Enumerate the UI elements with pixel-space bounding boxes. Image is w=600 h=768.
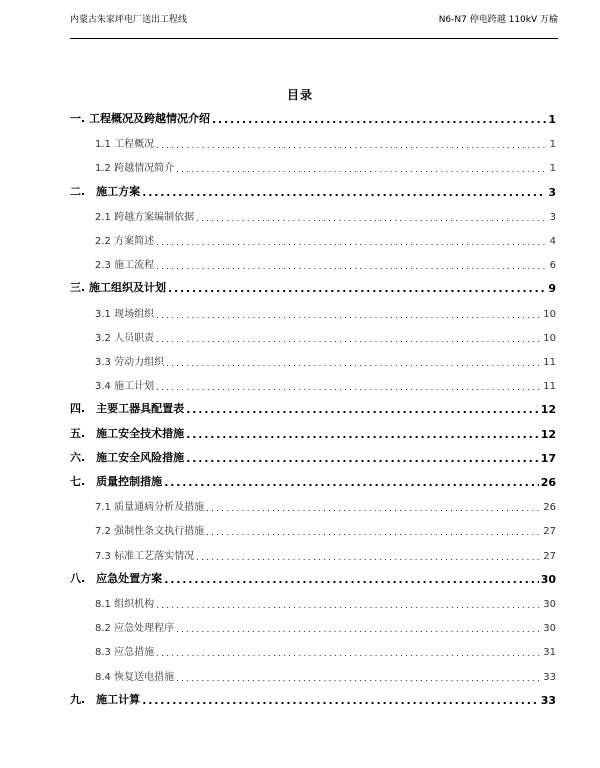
toc-entry-label: 3.1 现场组织 (95, 308, 155, 320)
toc-entry-label: 2.3 施工流程 (95, 260, 155, 272)
page-header (70, 12, 558, 39)
toc-entry[interactable] (70, 638, 556, 658)
toc-entry-label: 2.1 跨越方案编制依据 (95, 211, 195, 223)
toc-entry[interactable] (70, 469, 556, 489)
toc-entry-page-number: 1 (548, 113, 556, 126)
toc-entry[interactable] (70, 106, 556, 126)
toc-entry-page-number: 10 (543, 308, 556, 320)
toc-leader-dots (212, 113, 546, 126)
toc-entry-label: 八. 应急处置方案 (70, 571, 163, 585)
toc-entry-page-number: 33 (540, 693, 556, 707)
toc-entry[interactable] (70, 348, 556, 368)
toc-leader-dots (156, 335, 541, 344)
toc-entry-page-number: 17 (540, 451, 556, 465)
toc-entry[interactable] (70, 324, 556, 344)
toc-entry-page-number: 3 (548, 185, 556, 199)
toc-entry-label: 1.1 工程概况 (95, 139, 155, 151)
toc-entry-label: 7.1 质量通病分析及措施 (95, 502, 205, 514)
toc-leader-dots (206, 528, 541, 537)
toc-entry-label: 7.3 标准工艺落实情况 (95, 550, 195, 562)
toc-entry[interactable] (70, 275, 556, 295)
toc-entry-label: 五. 施工安全技术措施 (70, 426, 185, 440)
toc-title: 目录 (286, 88, 313, 102)
toc-entry-page-number: 1 (549, 163, 556, 175)
toc-entry-page-number: 30 (543, 599, 556, 610)
toc-entry[interactable] (70, 493, 556, 513)
toc-leader-dots (168, 282, 546, 295)
toc-entry-label: 7.2 强制性条文执行措施 (95, 526, 205, 538)
toc-entry-page-number: 4 (549, 236, 556, 247)
toc-leader-dots (156, 649, 541, 658)
toc-entry-label: 3.4 施工计划 (95, 381, 155, 393)
toc-leader-dots (176, 625, 541, 634)
toc-entry-page-number: 26 (543, 502, 556, 514)
toc-leader-dots (156, 311, 541, 320)
toc-entry[interactable] (70, 396, 556, 416)
toc-leader-dots (156, 383, 541, 392)
toc-entry-label: 3.2 人员职责 (95, 332, 155, 344)
toc-entry-page-number: 11 (543, 381, 556, 393)
toc-leader-dots (176, 165, 548, 174)
toc-entry-label: 1.2 跨越情况简介 (95, 163, 175, 175)
toc-entry-page-number: 30 (540, 572, 556, 586)
toc-entry-page-number: 12 (540, 403, 556, 417)
toc-entry[interactable] (70, 421, 556, 441)
toc-entry-label: 8.3 应急措施 (95, 647, 155, 659)
toc-entry[interactable] (70, 227, 556, 247)
toc-entry[interactable] (70, 179, 556, 199)
toc-entry-label: 2.2 方案简述 (95, 236, 155, 247)
toc-entry[interactable] (70, 614, 556, 634)
toc-entry-label: 九. 施工计算 (70, 692, 141, 706)
toc-entry-page-number: 1 (549, 139, 556, 151)
toc-leader-dots (186, 428, 539, 441)
toc-entry-label: 3.3 劳动力组织 (95, 357, 165, 368)
toc-entry-page-number: 6 (549, 260, 556, 272)
toc-entry[interactable] (70, 300, 556, 320)
toc-entry-label: 四. 主要工器具配置表 (70, 402, 185, 416)
toc-leader-dots (196, 214, 548, 223)
toc-leader-dots (206, 504, 541, 513)
toc-leader-dots (196, 553, 541, 562)
toc-entry-page-number: 33 (543, 671, 556, 683)
toc-entry[interactable] (70, 517, 556, 537)
toc-entry-label: 七. 质量控制措施 (70, 475, 163, 488)
toc-leader-dots (156, 141, 548, 150)
toc-leader-dots (156, 601, 541, 610)
toc-entry-page-number: 12 (540, 427, 556, 441)
toc-entry-page-number: 11 (543, 357, 556, 368)
toc-entry-label: 一. 工程概况及跨越情况介绍 (70, 112, 211, 125)
toc-entry-page-number: 3 (549, 211, 556, 223)
toc-entry-page-number: 30 (543, 623, 556, 635)
toc-leader-dots (156, 262, 548, 271)
toc-entry-label: 六. 施工安全风险措施 (70, 450, 185, 464)
toc-entry[interactable] (70, 542, 556, 562)
toc-leader-dots (142, 186, 546, 199)
toc-entry[interactable] (70, 203, 556, 223)
toc-entry[interactable] (70, 445, 556, 465)
toc-leader-dots (186, 452, 539, 465)
toc-entry-page-number: 9 (548, 282, 556, 296)
toc-leader-dots (186, 403, 539, 416)
toc-entry-page-number: 10 (543, 332, 556, 344)
header-left-text: 内蒙古朱家坪电厂送出工程线 (70, 15, 188, 25)
toc-entry-label: 三. 施工组织及计划 (70, 281, 167, 295)
toc-entry[interactable] (70, 663, 556, 683)
toc-entry[interactable] (70, 372, 556, 392)
toc-entry[interactable] (70, 154, 556, 174)
toc-entry[interactable] (70, 590, 556, 610)
toc-leader-dots (164, 573, 539, 586)
toc-leader-dots (164, 476, 539, 489)
toc-leader-dots (166, 359, 541, 368)
toc-entry-page-number: 26 (540, 476, 556, 489)
toc-entry-page-number: 27 (543, 550, 556, 562)
toc-leader-dots (176, 674, 541, 683)
toc-entry-label: 8.4 恢复送电措施 (95, 671, 175, 683)
toc-entry-label: 二. 施工方案 (70, 184, 141, 198)
toc-entry[interactable] (70, 566, 556, 586)
toc-entry-page-number: 31 (543, 647, 556, 659)
toc-leader-dots (156, 238, 548, 247)
toc-entry-page-number: 27 (543, 526, 556, 538)
toc-entry[interactable] (70, 687, 556, 707)
header-right-text: N6-N7 停电跨越 110kV 万榆 (438, 15, 558, 25)
toc-entry[interactable] (70, 251, 556, 271)
toc-leader-dots (142, 694, 539, 707)
toc-entry[interactable] (70, 130, 556, 150)
toc-entry-label: 8.2 应急处理程序 (95, 623, 175, 635)
toc-entry-label: 8.1 组织机构 (95, 599, 155, 610)
